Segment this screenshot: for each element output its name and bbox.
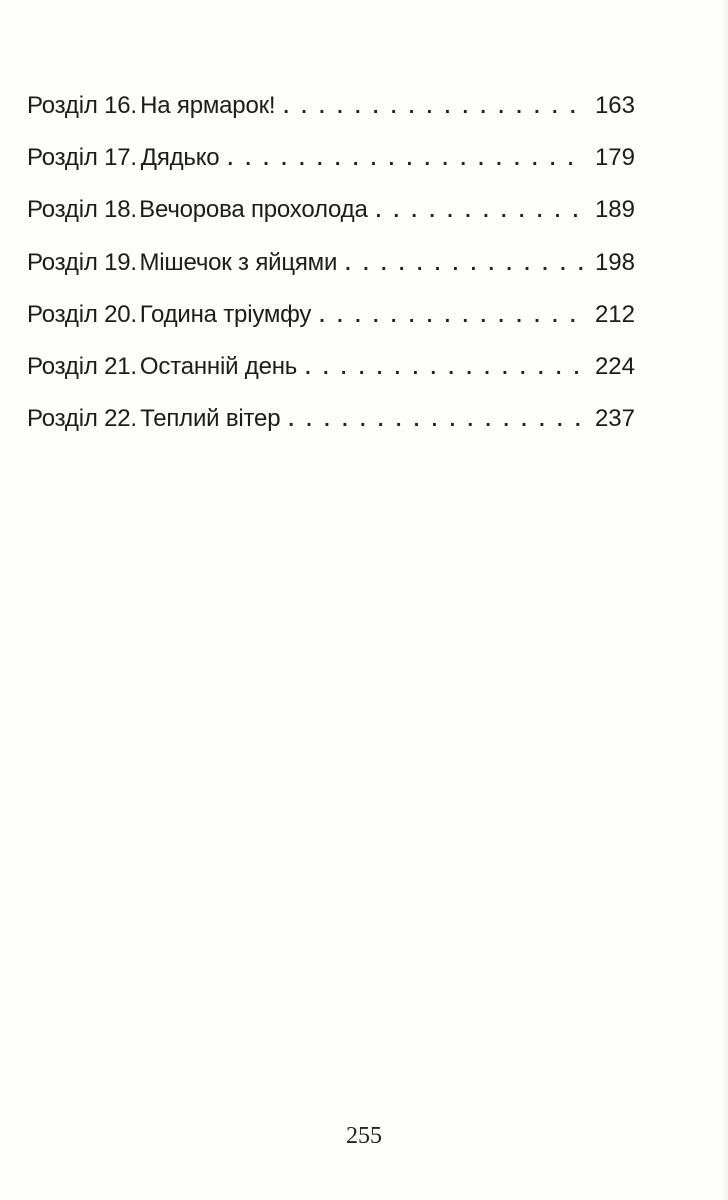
page-number: 224 [594, 352, 635, 380]
chapter-title: Вечорова прохолода [139, 196, 368, 224]
page-number: 237 [594, 405, 635, 433]
toc-entry [27, 80, 635, 132]
page-folio: 255 [346, 1123, 382, 1149]
toc-entry [27, 393, 635, 445]
chapter-title: Мішечок з яйцями [139, 248, 338, 276]
toc-entry [27, 237, 635, 289]
page-number: 212 [594, 300, 635, 328]
toc-entry [27, 289, 635, 341]
dot-leader [305, 342, 587, 394]
chapter-title: Година тріумфу [139, 300, 312, 328]
dot-leader [288, 394, 587, 446]
chapter-number: Розділ 22. [27, 405, 137, 433]
page-number: 198 [594, 248, 635, 276]
page-number: 189 [594, 196, 635, 224]
chapter-number: Розділ 21. [27, 352, 137, 380]
chapter-title: На ярмарок! [140, 92, 276, 119]
dot-leader [376, 185, 587, 237]
dot-leader [345, 238, 587, 290]
toc-entry [27, 184, 635, 236]
toc-entry [27, 341, 635, 393]
dot-leader [319, 290, 587, 342]
chapter-number: Розділ 16. [27, 92, 137, 119]
chapter-title: Останній день [139, 352, 298, 380]
page-number: 179 [594, 144, 635, 172]
chapter-number: Розділ 19. [27, 248, 137, 276]
chapter-number: Розділ 17. [27, 144, 137, 172]
toc-entry [27, 132, 635, 184]
page-number: 163 [594, 92, 635, 119]
chapter-number: Розділ 20. [27, 300, 137, 328]
dot-leader [227, 133, 587, 185]
chapter-title: Теплий вітер [140, 405, 281, 433]
chapter-number: Розділ 18. [27, 196, 137, 224]
dot-leader [283, 81, 587, 133]
page-edge-shadow [722, 0, 728, 1200]
chapter-title: Дядько [140, 144, 220, 172]
table-of-contents [27, 80, 635, 445]
